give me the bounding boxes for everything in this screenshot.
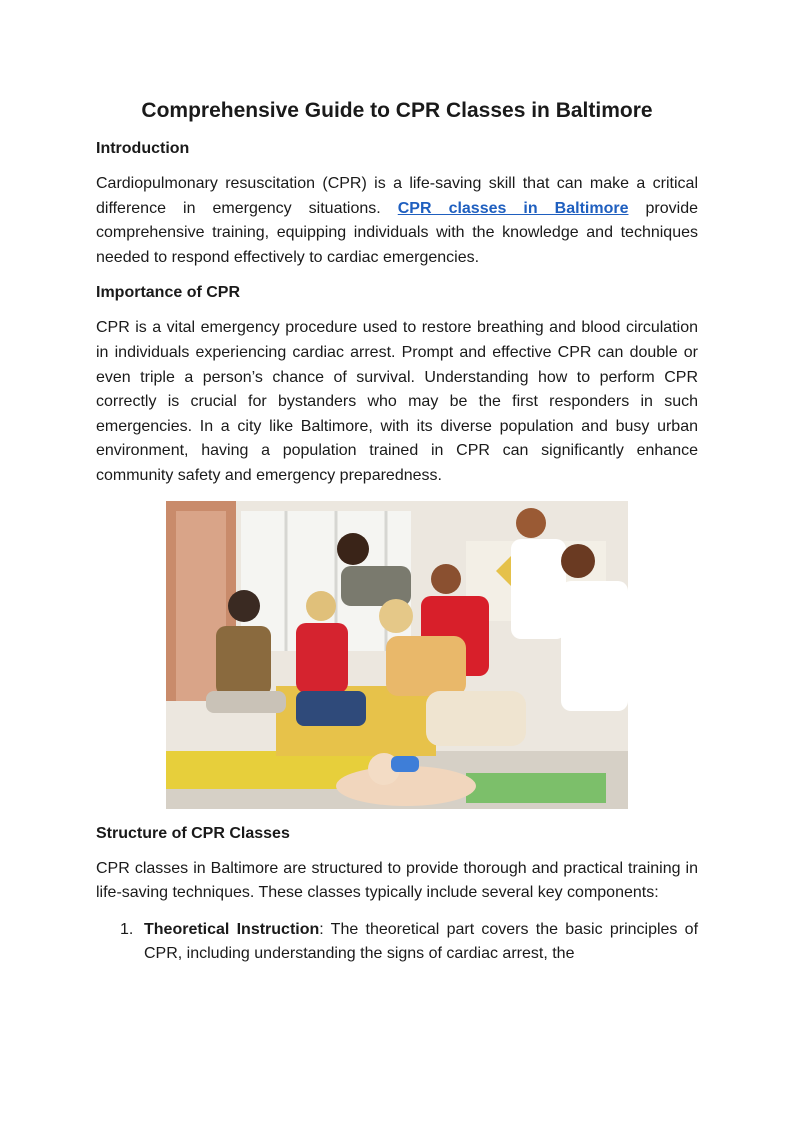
list-item: [96, 918, 698, 967]
intro-paragraph: [96, 172, 698, 270]
document-page: [96, 98, 698, 967]
list-item-text: : The theoretical part covers the basic principles of CPR, including understanding the signs of cardiac arrest, the: [144, 920, 699, 963]
page-title: Comprehensive Guide to CPR Classes in Baltimore: [141, 99, 653, 122]
list-item-number: 1.: [120, 920, 134, 938]
intro-text-start: Cardiopulmonary resuscitation (CPR) is a life-saving skill that can make a critical difference in emergency situations.: [96, 175, 698, 217]
cpr-training-photo: [166, 501, 628, 809]
components-list: [96, 918, 698, 967]
importance-paragraph: CPR is a vital emergency procedure used to restore breathing and blood circulation in individuals experiencing cardiac arrest. Prompt and effective CPR can double or even triple a person’s chance of survival. Understanding how to perform CPR correctly is crucial for bystanders who may be the first responders in such emergencies. In a city like Baltimore, with its diverse population and busy urban environment, having a population trained in CPR can significantly enhance community safety and emergency preparedness.: [96, 319, 698, 484]
structure-paragraph: CPR classes in Baltimore are structured to provide thorough and practical training in life-saving techniques. These classes typically include several key components:: [96, 859, 698, 902]
cpr-classes-link[interactable]: CPR classes in Baltimore: [397, 199, 629, 217]
list-item-term: Theoretical Instruction: [144, 920, 320, 938]
section-heading-importance: Importance of CPR: [96, 284, 241, 302]
intro-text-end: provide comprehensive training, equipping individuals with the knowledge and techniques needed to respond effectively to cardiac emergencies.: [96, 199, 698, 266]
section-heading-structure: Structure of CPR Classes: [96, 824, 290, 842]
section-heading-introduction: Introduction: [96, 140, 190, 157]
cpr-training-illustration: [166, 501, 628, 809]
